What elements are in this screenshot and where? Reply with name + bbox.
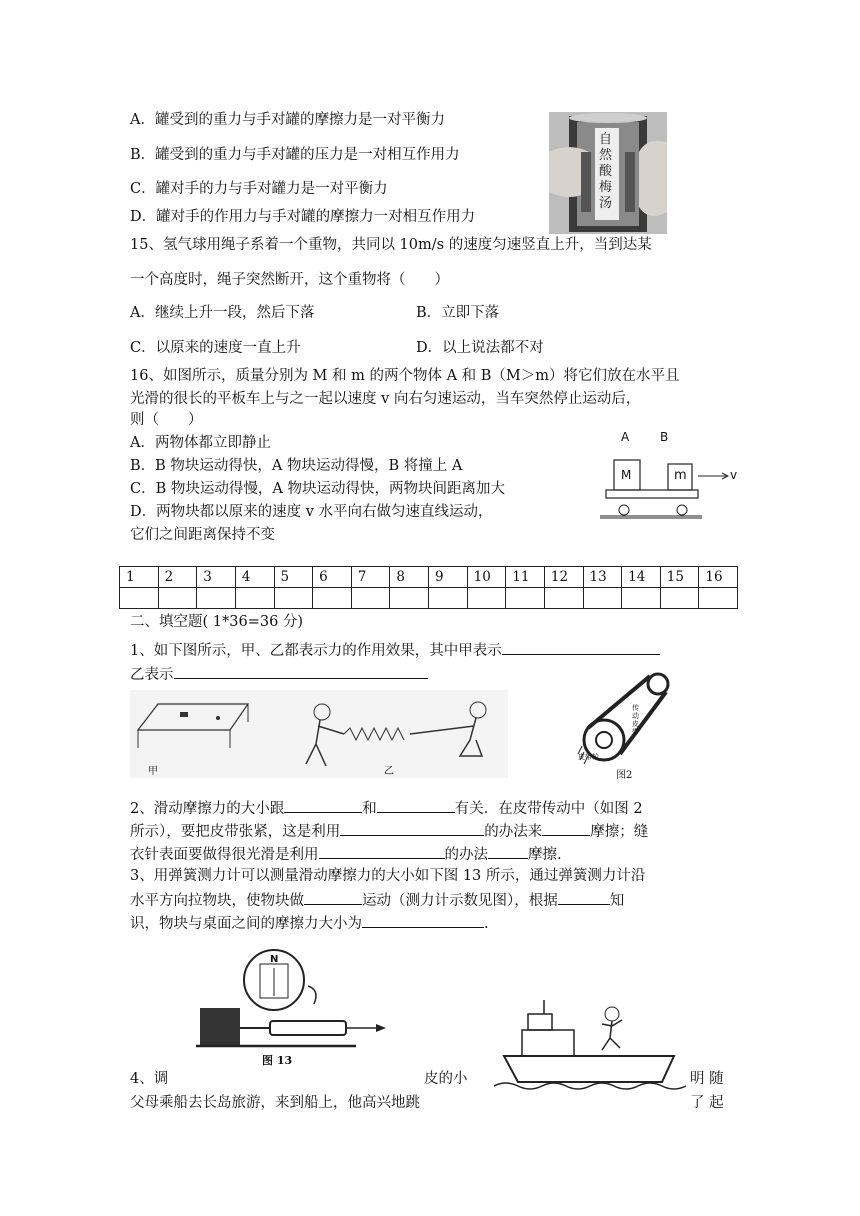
q15-option-b: B．立即下落 bbox=[416, 305, 500, 321]
s2-q4-line1-text-b: 皮的小 bbox=[424, 1071, 468, 1087]
s2-q2-line1-text-c: 有关．在皮带传动中（如图 2 bbox=[454, 801, 643, 817]
q16-stem-line1: 16、如图所示，质量分别为 M 和 m 的两个物体 A 和 B（M＞m）将它们放在水平且 bbox=[130, 368, 680, 384]
boat-figure bbox=[494, 994, 690, 1096]
answer-blank[interactable] bbox=[304, 890, 362, 905]
answer-cell-blank[interactable] bbox=[197, 588, 236, 609]
s2-q4-line2-text-b: 了 起 bbox=[690, 1095, 724, 1111]
s2-q2-line2-text-b: 的办法来 bbox=[484, 824, 543, 840]
answer-cell-blank[interactable] bbox=[699, 588, 738, 609]
s2-q3-line2-text-b: 运动（测力计示数见图），根据 bbox=[362, 893, 558, 909]
q16-stem-line3: 则（ ） bbox=[130, 412, 203, 428]
answer-blank[interactable] bbox=[174, 664, 428, 679]
answer-cell-blank[interactable] bbox=[506, 588, 545, 609]
s2-q3-line3-text-a: 识，物块与桌面之间的摩擦力大小为 bbox=[130, 916, 362, 932]
cart-label-a: A bbox=[621, 430, 630, 444]
s2-q1-line2 bbox=[130, 664, 428, 684]
s2-q2-line3-text-c: 摩擦. bbox=[528, 847, 562, 863]
q15-stem-line1: 15、氢气球用绳子系着一个重物，共同以 10m/s 的速度匀速竖直上升，当到达某 bbox=[130, 237, 652, 253]
q16-option-d-line1: D．两物块都以原来的速度 v 水平向右做匀速直线运动， bbox=[130, 504, 493, 520]
answer-table bbox=[119, 566, 738, 609]
q15-option-d: D．以上说法都不对 bbox=[416, 340, 544, 356]
answer-cell-blank[interactable] bbox=[429, 588, 468, 609]
answer-blank[interactable] bbox=[319, 844, 445, 859]
cart-velocity-label: v bbox=[730, 468, 738, 482]
q14-option-d: D．罐对手的作用力与手对罐的摩擦力一对相互作用力 bbox=[130, 209, 476, 225]
q16-option-b: B．B 物块运动得快，A 物块运动得慢，B 将撞上 A bbox=[130, 458, 463, 474]
s2-q4-line1-text-a: 4、调 bbox=[130, 1071, 169, 1087]
scale-unit-label: N bbox=[270, 954, 279, 965]
s2-q4-line2-text-a: 父母乘船去长岛旅游，来到船上，他高兴地跳 bbox=[130, 1095, 420, 1111]
q16-option-c: C．B 物块运动得慢，A 物块运动得快，两物块间距离加大 bbox=[130, 481, 505, 497]
answer-cell-blank[interactable] bbox=[544, 588, 583, 609]
answer-cell-number: 11 bbox=[506, 567, 545, 588]
answer-cell-number: 6 bbox=[313, 567, 352, 588]
figure-13-caption: 图 13 bbox=[262, 1054, 293, 1067]
s2-q3-line2-text-a: 水平方向拉物块，使物块做 bbox=[130, 893, 304, 909]
answer-blank[interactable] bbox=[377, 798, 455, 813]
answer-cell-number: 1 bbox=[120, 567, 159, 588]
answer-table-blank-row bbox=[120, 588, 738, 609]
answer-table-header-row bbox=[120, 567, 738, 588]
s2-q4-line1-text-c: 明 随 bbox=[690, 1071, 724, 1087]
s2-q2-line3-text-b: 的办法 bbox=[444, 847, 488, 863]
answer-cell-number: 8 bbox=[390, 567, 429, 588]
s2-q1-line1 bbox=[130, 640, 660, 660]
answer-cell-blank[interactable] bbox=[120, 588, 159, 609]
answer-cell-number: 10 bbox=[467, 567, 506, 588]
answer-blank[interactable] bbox=[284, 798, 362, 813]
q15-stem-line2: 一个高度时，绳子突然断开，这个重物将（ ） bbox=[130, 272, 449, 288]
answer-cell-number: 5 bbox=[274, 567, 313, 588]
answer-blank[interactable] bbox=[362, 913, 484, 928]
answer-blank[interactable] bbox=[502, 640, 660, 655]
answer-cell-number: 7 bbox=[351, 567, 390, 588]
s2-q3-line2-text-c: 知 bbox=[609, 893, 625, 909]
answer-blank[interactable] bbox=[488, 844, 528, 859]
answer-cell-blank[interactable] bbox=[235, 588, 274, 609]
answer-cell-number: 14 bbox=[622, 567, 661, 588]
q15-option-a: A．继续上升一段，然后下落 bbox=[130, 305, 315, 321]
answer-cell-blank[interactable] bbox=[351, 588, 390, 609]
cart-label-b: B bbox=[660, 430, 669, 444]
answer-cell-number: 3 bbox=[197, 567, 236, 588]
s2-q2-line1-text-b: 和 bbox=[362, 801, 377, 817]
answer-blank[interactable] bbox=[558, 890, 610, 905]
s2-q2-line2 bbox=[130, 821, 648, 841]
figure-2-caption: 图2 bbox=[616, 770, 633, 781]
q15-option-c: C．以原来的速度一直上升 bbox=[130, 340, 301, 356]
belt-drive-figure bbox=[574, 668, 686, 780]
answer-blank[interactable] bbox=[340, 821, 484, 836]
answer-cell-blank[interactable] bbox=[467, 588, 506, 609]
s2-q1-line2-text: 乙表示 bbox=[130, 667, 174, 683]
q14-option-b: B．罐受到的重力与手对罐的压力是一对相互作用力 bbox=[130, 147, 460, 163]
can-brand-text: 自然酸梅汤 bbox=[599, 132, 613, 211]
answer-blank[interactable] bbox=[542, 821, 590, 836]
answer-cell-number: 16 bbox=[699, 567, 738, 588]
answer-cell-blank[interactable] bbox=[313, 588, 352, 609]
answer-cell-blank[interactable] bbox=[660, 588, 699, 609]
belt-label: 传动皮带 bbox=[632, 704, 639, 736]
s2-q2-line3-text-a: 衣针表面要做得很光滑是利用 bbox=[130, 847, 319, 863]
q16-option-d-line2: 它们之间距离保持不变 bbox=[130, 527, 275, 543]
s2-q2-line1-text-a: 2、滑动摩擦力的大小跟 bbox=[130, 801, 285, 817]
s2-q2-line1 bbox=[130, 798, 643, 818]
answer-cell-blank[interactable] bbox=[274, 588, 313, 609]
q16-option-a: A．两物体都立即静止 bbox=[130, 435, 271, 451]
q16-stem-line2: 光滑的很长的平板车上与之一起以速度 v 向右匀速运动，当车突然停止运动后， bbox=[130, 391, 641, 407]
answer-cell-blank[interactable] bbox=[390, 588, 429, 609]
s2-q3-line1: 3、用弹簧测力计可以测量滑动摩擦力的大小如下图 13 所示，通过弹簧测力计沿 bbox=[130, 868, 646, 884]
answer-cell-number: 12 bbox=[544, 567, 583, 588]
s2-q3-line3 bbox=[130, 913, 489, 933]
s2-q1-line1-text: 1、如下图所示，甲、乙都表示力的作用效果，其中甲表示 bbox=[130, 643, 502, 659]
q14-option-c: C．罐对手的力与手对罐力是一对平衡力 bbox=[130, 181, 388, 197]
answer-cell-number: 15 bbox=[660, 567, 699, 588]
cart-figure bbox=[598, 428, 748, 528]
answer-cell-blank[interactable] bbox=[622, 588, 661, 609]
figure-label-jia: 甲 bbox=[148, 766, 158, 777]
cart-block-a-mass: M bbox=[621, 468, 632, 482]
figure-13-spring-scale bbox=[196, 948, 392, 1070]
answer-cell-number: 2 bbox=[158, 567, 197, 588]
answer-cell-blank[interactable] bbox=[583, 588, 622, 609]
answer-cell-number: 9 bbox=[429, 567, 468, 588]
s2-q2-line2-text-c: 摩擦；缝 bbox=[590, 824, 649, 840]
figure-label-yi: 乙 bbox=[384, 766, 394, 777]
section2-heading: 二、填空题( 1*36=36 分) bbox=[130, 614, 304, 630]
s2-q2-line2-text-a: 所示），要把皮带张紧，这是利用 bbox=[130, 824, 341, 840]
answer-cell-number: 13 bbox=[583, 567, 622, 588]
cart-block-b-mass: m bbox=[674, 468, 687, 483]
s2-q3-line2 bbox=[130, 890, 624, 910]
q14-option-a: A．罐受到的重力与手对罐的摩擦力是一对平衡力 bbox=[130, 112, 445, 128]
pulley-label: 皮带轮 bbox=[578, 753, 599, 761]
force-effect-figure bbox=[130, 690, 508, 778]
can-in-hand-photo bbox=[549, 112, 667, 234]
answer-cell-blank[interactable] bbox=[158, 588, 197, 609]
s2-q3-line3-text-b: . bbox=[484, 916, 489, 932]
answer-cell-number: 4 bbox=[235, 567, 274, 588]
s2-q2-line3 bbox=[130, 844, 562, 864]
